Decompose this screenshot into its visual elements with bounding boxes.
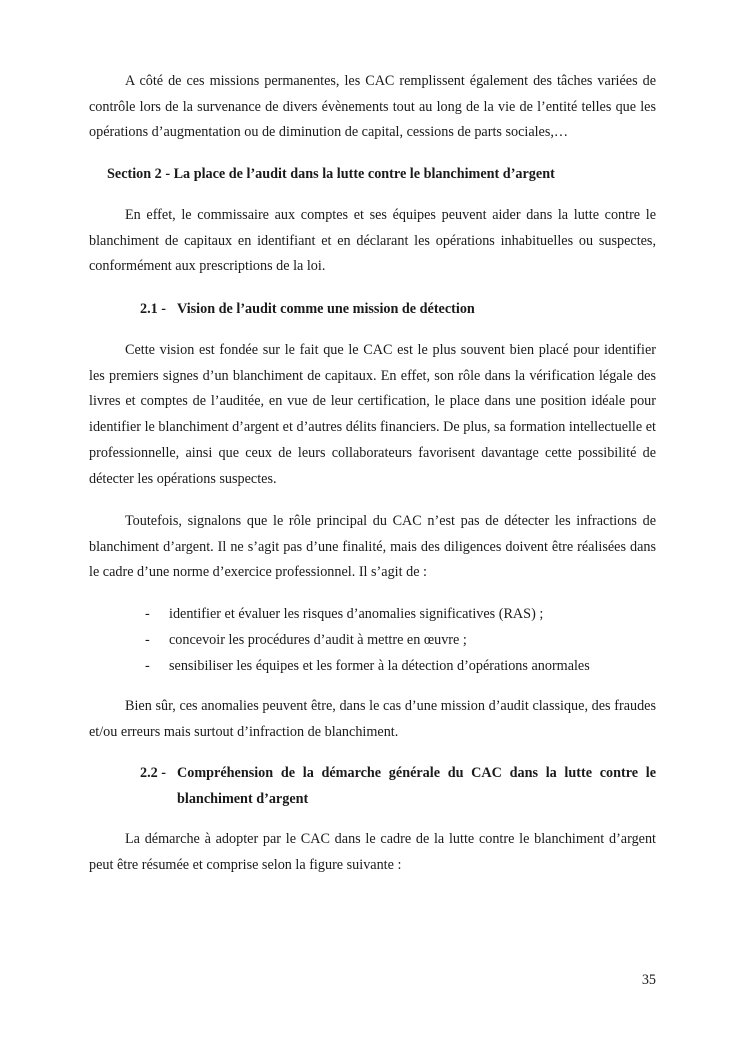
bullet-list [145,601,665,679]
list-item [145,601,665,627]
section-2-title: Section 2 - La place de l’audit dans la lutte contre le blanchiment d’argent [107,166,555,182]
paragraph-toutefois: Toutefois, signalons que le rôle principal du CAC n’est pas de détecter les infractions de blanchiment d’argent. Il ne s’agit pas d’une finalité, mais des diligences doivent être réalisées dans le cadre d’une norme d’exercice professionnel. Il s’agit de : [89,513,656,581]
bullet-text: sensibiliser les équipes et les former à la détection d’opérations anormales [169,658,590,674]
paragraph-demarche: La démarche à adopter par le CAC dans le cadre de la lutte contre le blanchiment d’argent peut être résumée et comprise selon la figure suivante : [89,831,656,873]
paragraph-section-2: En effet, le commissaire aux comptes et ses équipes peuvent aider dans la lutte contre le blanchiment de capitaux en identifiant et en déclarant les opérations inhabituelles ou suspectes, conformément aux prescriptions de la loi. [89,207,656,275]
subsection-2-1-title: Vision de l’audit comme une mission de détection [177,301,475,317]
subsection-2-2-title: Compréhension de la démarche générale du CAC dans la lutte contre le blanchiment d’argent [177,765,656,807]
paragraph-bien-sur: Bien sûr, ces anomalies peuvent être, dans le cas d’une mission d’audit classique, des fraudes et/ou erreurs mais surtout d’infraction de blanchiment. [89,698,656,740]
subsection-2-2-number: 2.2 - [140,765,167,781]
bullet-dash: - [145,632,150,648]
paragraph-vision: Cette vision est fondée sur le fait que le CAC est le plus souvent bien placé pour identifier les premiers signes d’un blanchiment de capitaux. En effet, son rôle dans la vérification légale des livres et comptes de l’auditée, en vue de leur certification, le place dans une position idéale pour identifier le blanchiment d’argent et d’autres délits financiers. De plus, sa formation intellectuelle et professionnelle, ainsi que ceux de leurs collaborateurs favorisent davantage cette possibilité de détecter les opérations suspectes. [89,342,656,487]
bullet-dash: - [145,658,150,674]
page-number: 35 [641,972,656,988]
subsection-2-2-heading [140,761,656,812]
subsection-2-1-heading [140,297,656,323]
bullet-text: concevoir les procédures d’audit à mettre en œuvre ; [169,632,467,648]
bullet-text: identifier et évaluer les risques d’anomalies significatives (RAS) ; [169,606,544,622]
list-item [145,653,665,679]
list-item [145,627,665,653]
bullet-dash: - [145,606,150,622]
subsection-2-1-number: 2.1 - [140,301,167,317]
paragraph-intro: A côté de ces missions permanentes, les CAC remplissent également des tâches variées de contrôle lors de la survenance de divers évènements tout au long de la vie de l’entité telles que les opérations d’augmentation ou de diminution de capital, cessions de parts sociales,… [89,73,656,141]
